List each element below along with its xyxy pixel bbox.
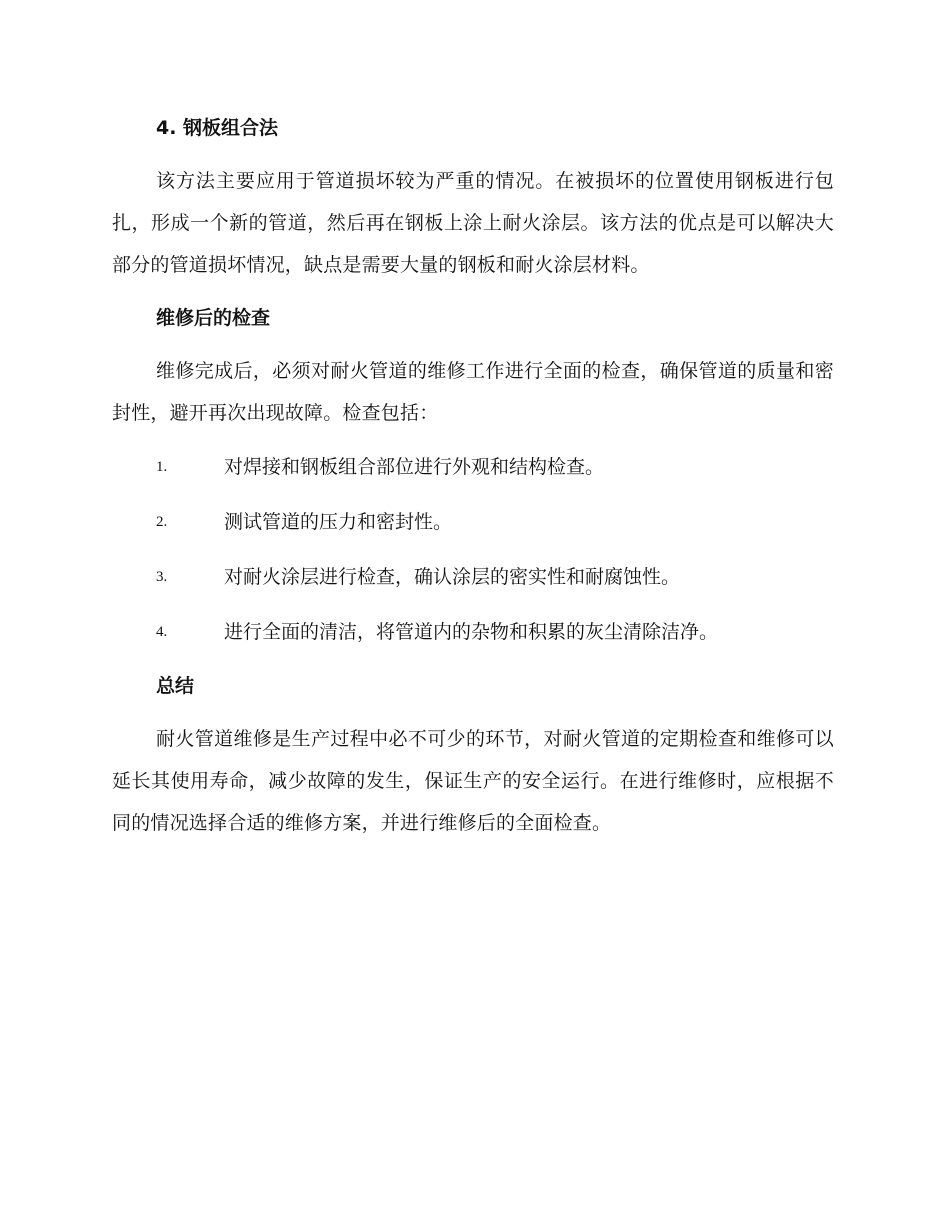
section-heading-summary: 总结 (156, 675, 195, 697)
inspection-list (112, 446, 834, 653)
list-item-text: 对耐火涂层进行检查，确认涂层的密实性和耐腐蚀性。 (224, 566, 681, 588)
list-item-number: 1. (156, 459, 168, 475)
list-item-text: 进行全面的清洁，将管道内的杂物和积累的灰尘清除洁净。 (224, 621, 719, 643)
list-item (112, 556, 834, 598)
section-heading-steel-plate-method: 4. 钢板组合法 (156, 117, 279, 139)
list-item-number: 2. (156, 514, 168, 530)
list-item-text: 对焊接和钢板组合部位进行外观和结构检查。 (224, 456, 605, 478)
section-paragraph-steel-plate-method: 该方法主要应用于管道损坏较为严重的情况。在被损坏的位置使用钢板进行包扎，形成一个新的管道，然后再在钢板上涂上耐火涂层。该方法的优点是可以解决大部分的管道损坏情况，缺点是需要大量的钢板和耐火涂层材料。 (112, 170, 834, 276)
list-item (112, 446, 834, 488)
list-item-number: 3. (156, 569, 168, 585)
document-content (112, 108, 834, 856)
list-item (112, 501, 834, 543)
list-item-number: 4. (156, 624, 168, 640)
section-heading-post-repair-inspection: 维修后的检查 (156, 307, 271, 329)
list-item-text: 测试管道的压力和密封性。 (224, 511, 453, 533)
section-paragraph-post-repair-inspection: 维修完成后，必须对耐火管道的维修工作进行全面的检查，确保管道的质量和密封性，避开再次出现故障。检查包括： (112, 360, 834, 424)
section-paragraph-summary: 耐火管道维修是生产过程中必不可少的环节，对耐火管道的定期检查和维修可以延长其使用寿命，减少故障的发生，保证生产的安全运行。在进行维修时，应根据不同的情况选择合适的维修方案，并进行维修后的全面检查。 (112, 728, 834, 834)
list-item (112, 611, 834, 653)
